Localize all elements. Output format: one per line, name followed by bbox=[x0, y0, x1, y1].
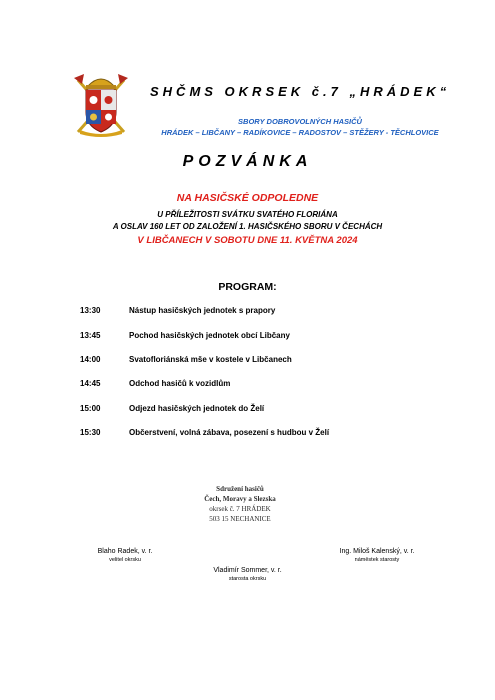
program-time: 15:00 bbox=[80, 404, 101, 413]
program-activity: Odchod hasičů k vozidlům bbox=[129, 379, 231, 388]
signatory-name: Vladimír Sommer, v. r. bbox=[213, 567, 282, 574]
signature-left bbox=[85, 548, 165, 563]
stamp-line: okrsek č. 7 HRÁDEK bbox=[209, 505, 271, 513]
stamp-line: Čech, Moravy a Slezska bbox=[204, 495, 276, 503]
organization-subtitle: SBORY DOBROVOLNÝCH HASIČŮ bbox=[238, 117, 362, 126]
signatory-name: Blaho Radek, v. r. bbox=[97, 548, 153, 555]
signatory-name: Ing. Miloš Kalenský, v. r. bbox=[339, 548, 415, 555]
invitation-title: POZVÁNKA bbox=[182, 153, 313, 170]
program-time: 13:30 bbox=[80, 306, 101, 315]
signature-right bbox=[322, 548, 432, 563]
signatory-role: velitel okrsku bbox=[109, 557, 141, 563]
signatory-role: náměstek starosty bbox=[354, 557, 400, 563]
program-activity: Občerstvení, volná zábava, posezení s hudbou v Želí bbox=[129, 428, 330, 437]
signature-center bbox=[190, 567, 305, 582]
organization-stamp bbox=[170, 484, 310, 524]
program-time: 14:00 bbox=[80, 355, 101, 364]
event-anniversary: A OSLAV 160 LET OD ZALOŽENÍ 1. HASIČSKÉHO SBORU V ČECHÁCH bbox=[112, 222, 383, 231]
event-name: NA HASIČSKÉ ODPOLEDNE bbox=[176, 192, 319, 204]
program-time: 15:30 bbox=[80, 428, 101, 437]
program-time: 13:45 bbox=[80, 331, 101, 340]
firefighters-emblem-icon bbox=[72, 70, 130, 138]
event-occasion: U PŘÍLEŽITOSTI SVÁTKU SVATÉHO FLORIÁNA bbox=[157, 210, 338, 219]
program-time: 14:45 bbox=[80, 379, 101, 388]
program-activity: Nástup hasičských jednotek s prapory bbox=[129, 306, 276, 315]
program-activity: Pochod hasičských jednotek obcí Libčany bbox=[129, 331, 290, 340]
program-title: PROGRAM: bbox=[218, 281, 277, 293]
member-villages: HRÁDEK – LIBČANY – RADÍKOVICE – RADOSTOV – STĚŽERY - TĚCHLOVICE bbox=[161, 128, 439, 137]
stamp-line: 503 15 NECHANICE bbox=[209, 515, 271, 523]
organization-title: SHČMS OKRSEK č.7 „HRÁDEK“ bbox=[150, 84, 451, 99]
signatory-role: starosta okrsku bbox=[228, 576, 267, 582]
program-activity: Odjezd hasičských jednotek do Želí bbox=[129, 404, 265, 413]
event-place-date: V LIBČANECH V SOBOTU DNE 11. KVĚTNA 2024 bbox=[137, 235, 358, 246]
stamp-line: Sdružení hasičů bbox=[216, 485, 264, 493]
program-activity: Svatofloriánská mše v kostele v Libčanech bbox=[129, 355, 292, 364]
